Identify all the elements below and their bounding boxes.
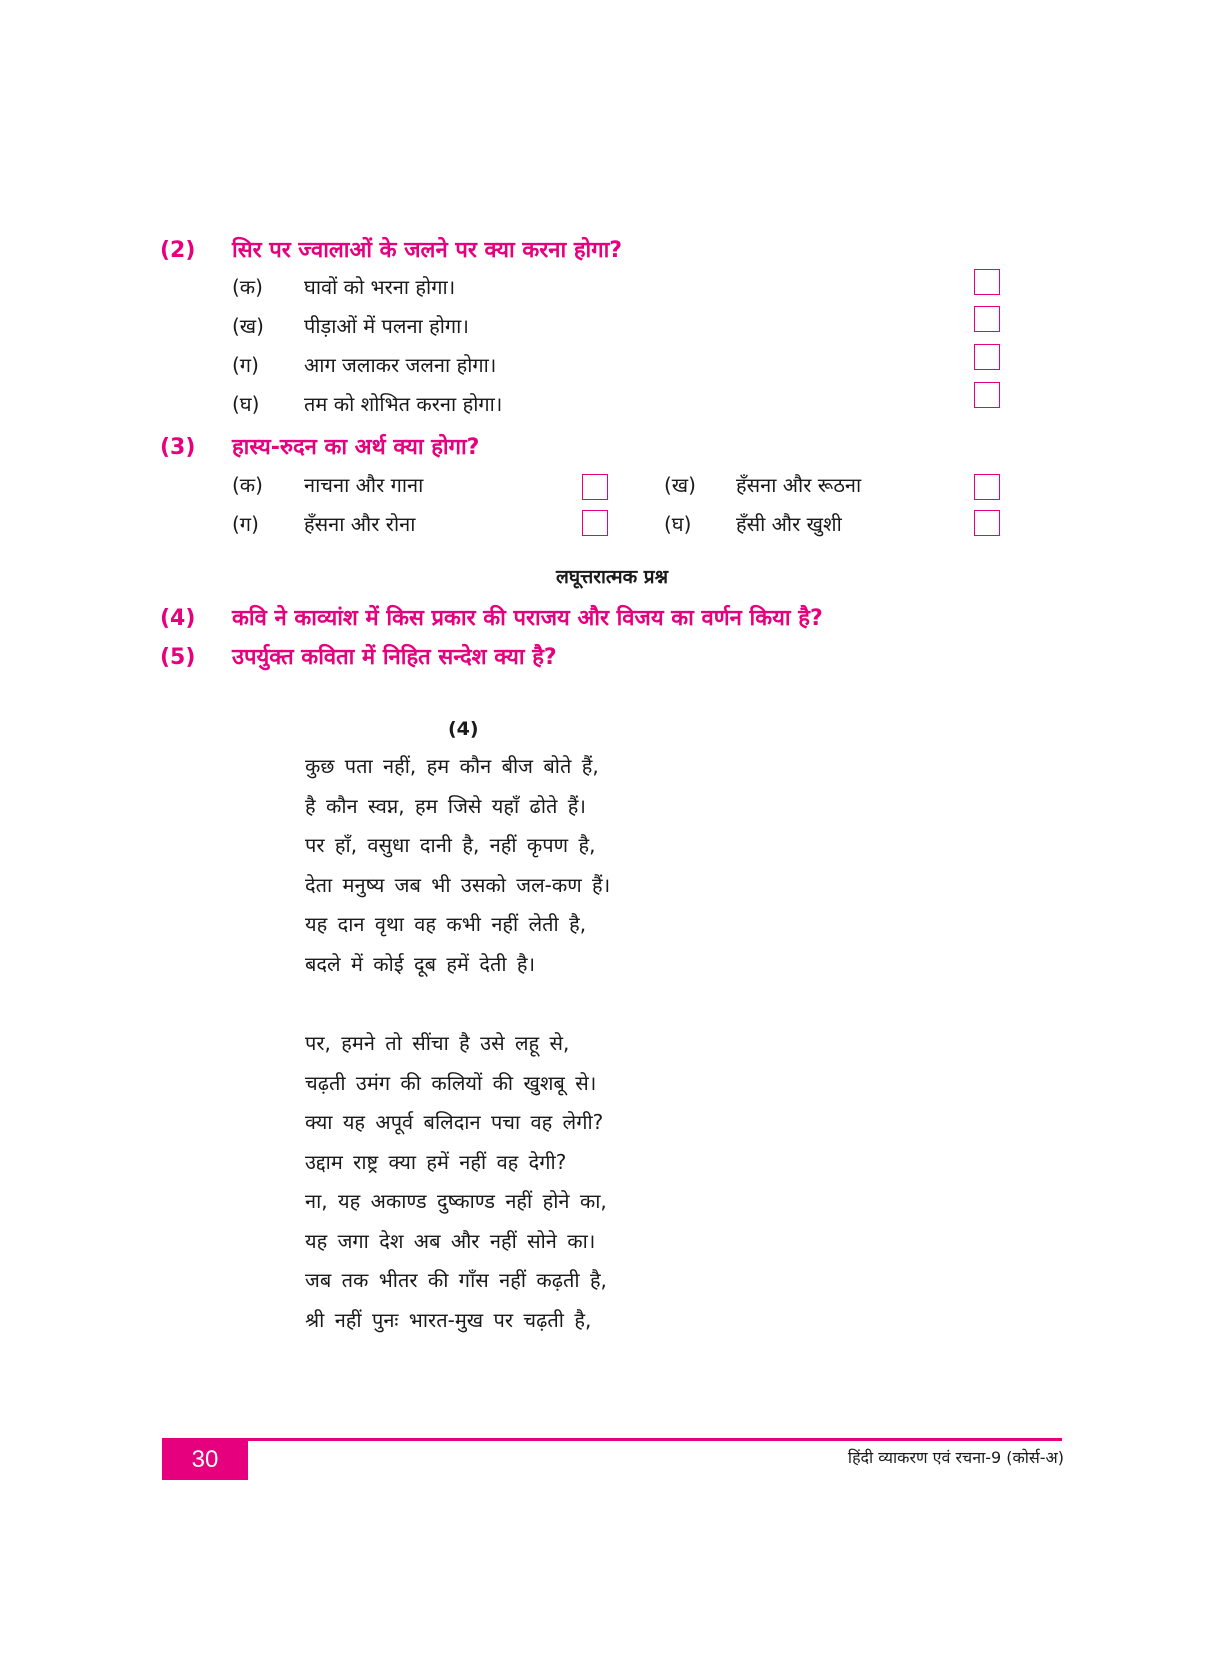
question-number: (4) xyxy=(160,606,196,631)
book-title: हिंदी व्याकरण एवं रचना-9 (कोर्स-अ) xyxy=(847,1448,1064,1467)
poem-line: बदले में कोई दूब हमें देती है। xyxy=(305,951,536,976)
question-text: उपर्युक्त कविता में निहित सन्देश क्या है? xyxy=(232,645,557,670)
option-3d: (घ) हँसी और खुशी xyxy=(664,512,842,536)
poem-stanza-2 xyxy=(305,1024,607,1340)
question-number: (5) xyxy=(160,645,196,670)
answer-checkbox-2d[interactable] xyxy=(974,382,1000,408)
option-3b: (ख) हँसना और रूठना xyxy=(664,473,862,497)
poem-line: देता मनुष्य जब भी उसको जल-कण हैं। xyxy=(305,872,611,897)
poem-line: ना, यह अकाण्ड दुष्काण्ड नहीं होने का, xyxy=(305,1189,607,1213)
answer-checkbox-3a[interactable] xyxy=(582,474,608,500)
question-text: सिर पर ज्वालाओं के जलने पर क्या करना होगा? xyxy=(232,238,623,263)
answer-checkbox-3d[interactable] xyxy=(974,510,1000,536)
page-number: 30 xyxy=(162,1440,248,1480)
answer-checkbox-3b[interactable] xyxy=(974,474,1000,500)
answer-checkbox-2c[interactable] xyxy=(974,344,1000,370)
option-2d: (घ) तम को शोभित करना होगा। xyxy=(232,392,503,416)
question-2 xyxy=(160,234,622,264)
option-2c: (ग) आग जलाकर जलना होगा। xyxy=(232,353,497,377)
poem-line: जब तक भीतर की गाँस नहीं कढ़ती है, xyxy=(305,1268,607,1292)
poem-stanza-1 xyxy=(305,747,610,984)
answer-checkbox-2b[interactable] xyxy=(974,306,1000,332)
poem-line: पर हाँ, वसुधा दानी है, नहीं कृपण है, xyxy=(305,833,596,857)
answer-checkbox-2a[interactable] xyxy=(974,269,1000,295)
poem-line: पर, हमने तो सींचा है उसे लहू से, xyxy=(305,1031,570,1055)
question-text: हास्य-रुदन का अर्थ क्या होगा? xyxy=(232,435,480,460)
question-3 xyxy=(160,431,479,461)
option-2a: (क) घावों को भरना होगा। xyxy=(232,275,456,299)
poem-line: चढ़ती उमंग की कलियों की खुशबू से। xyxy=(305,1070,597,1095)
footer-divider xyxy=(162,1438,1062,1441)
poem-line: है कौन स्वप्न, हम जिसे यहाँ ढोते हैं। xyxy=(305,793,586,818)
question-number: (2) xyxy=(160,238,196,263)
poem-line: उद्दाम राष्ट्र क्या हमें नहीं वह देगी? xyxy=(305,1149,567,1174)
question-5 xyxy=(160,641,557,671)
poem-line: यह जगा देश अब और नहीं सोने का। xyxy=(305,1228,596,1253)
option-3c: (ग) हँसना और रोना xyxy=(232,512,416,536)
answer-checkbox-3c[interactable] xyxy=(582,510,608,536)
poem-line: कुछ पता नहीं, हम कौन बीज बोते हैं, xyxy=(305,754,599,778)
question-number: (3) xyxy=(160,435,196,460)
question-4 xyxy=(160,602,823,632)
question-text: कवि ने काव्यांश में किस प्रकार की पराजय और विजय का वर्णन किया है? xyxy=(232,606,823,631)
poem-line: यह दान वृथा वह कभी नहीं लेती है, xyxy=(305,912,587,936)
poem-line: क्या यह अपूर्व बलिदान पचा वह लेगी? xyxy=(305,1110,604,1134)
option-2b: (ख) पीड़ाओं में पलना होगा। xyxy=(232,314,469,338)
option-3a: (क) नाचना और गाना xyxy=(232,473,424,497)
poem-number: (4) xyxy=(448,718,479,740)
poem-line: श्री नहीं पुनः भारत-मुख पर चढ़ती है, xyxy=(305,1307,592,1332)
section-subheading: लघूत्तरात्मक प्रश्न xyxy=(555,566,669,588)
